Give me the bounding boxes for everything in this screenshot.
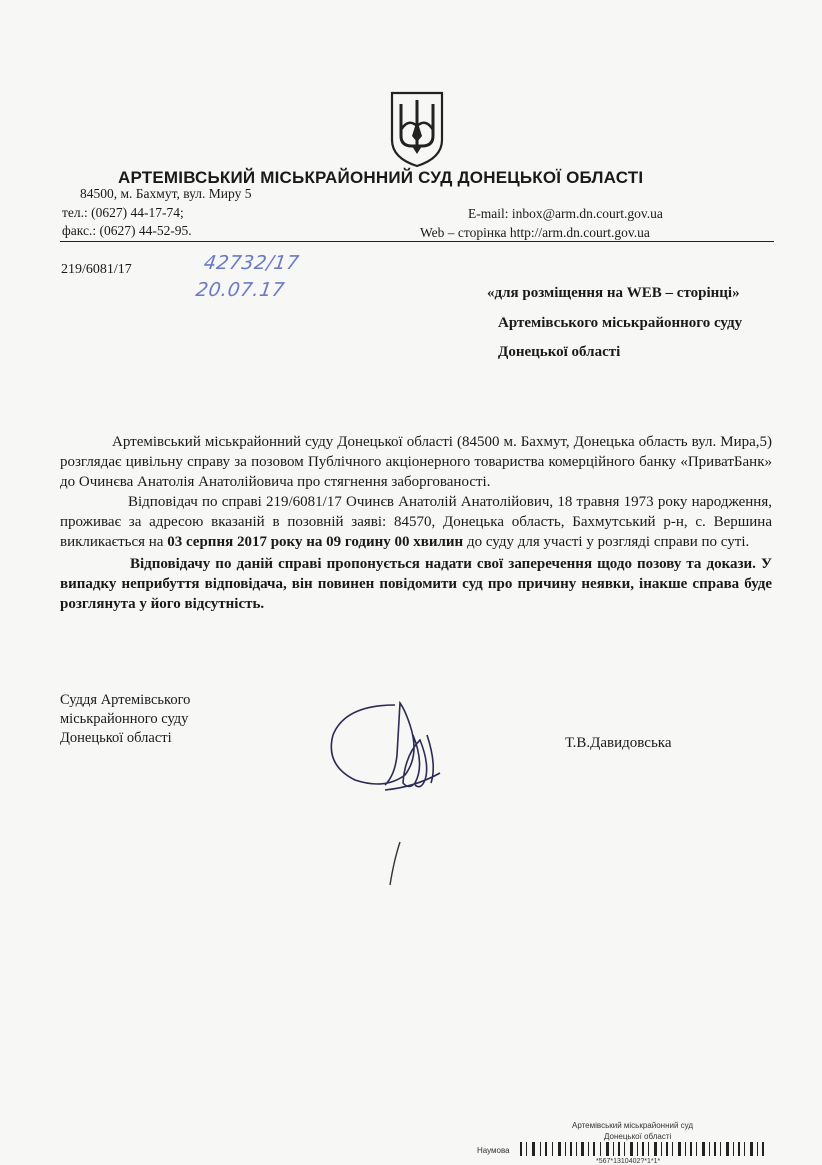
paragraph-defendant-notice: Відповідачу по даній справі пропонується надати свої заперечення щодо позову та докази. У випадку неприбуття відповідача, він повинен повідомити суд про причину неявки, інакше справа буде розглянута у його відсутність. [60,556,772,612]
court-title: АРТЕМІВСЬКИЙ МІСЬКРАЙОННИЙ СУД ДОНЕЦЬКОЇ ОБЛАСТІ [118,168,644,187]
paragraph-case-description: Артемівський міськрайонний суду Донецької області (84500 м. Бахмут, Донецька область вул. Мира,5) розглядає цивільну справу за позовом Публічного акціонерного товариства комерційного банку «ПриватБанк» до Очинєва Анатолія Анатолійовича про стягнення заборгованості. [60,434,772,490]
addressee-line-1: «для розміщення на WEB – сторінці» [487,285,740,301]
judge-title-line-3: Донецької області [60,730,172,746]
judge-title-line-2: міськрайонного суду [60,711,189,727]
header-divider [60,241,774,242]
court-address: 84500, м. Бахмут, вул. Миру 5 [80,186,252,201]
barcode-text: *567*1310402?*1*1* [596,1158,661,1165]
notice-body [60,432,772,614]
summons-text-start: Відповідач по справі 219/6081/17 Очинєв Анатолій Анатолійович, 18 травня 1973 року народження, проживає за адресою вказаній в позовній заяві: 84570, Донецька область, Бахмутський р-н, с. Вершина викликається на [60,494,772,550]
summons-text-end: до суду для участі у розгляді справи по суті. [463,534,750,550]
clerk-name: Наумова [477,1146,510,1155]
addressee-line-3: Донецької області [498,344,621,360]
website-address: Web – сторінка http://arm.dn.court.gov.ua [420,225,650,240]
paragraph-summons [60,492,772,552]
pen-mark [380,840,410,890]
hearing-date-time: 03 серпня 2017 року на 09 годину 00 хвилин [167,534,464,550]
handwritten-reg-date: 20.07.17 [194,279,287,301]
stamp-court-name: Артемівський міськрайонний суд [572,1121,694,1130]
judge-signature [325,695,455,795]
addressee-line-2: Артемівського міськрайонного суду [498,315,743,331]
fax-number: факс.: (0627) 44-52-95. [62,223,192,238]
trident-coat-of-arms-icon [388,90,446,168]
judge-title-block [60,691,190,748]
phone-number: тел.: (0627) 44-17-74; [62,205,184,220]
judge-title-line-1: Суддя Артемівського [60,692,191,708]
case-number: 219/6081/17 [61,262,132,277]
handwritten-reg-number: 42732/17 [202,252,301,274]
email-address: E-mail: inbox@arm.dn.court.gov.ua [468,206,663,221]
stamp-region: Донецької області [604,1132,672,1141]
judge-name: Т.В.Давидовська [565,735,672,751]
